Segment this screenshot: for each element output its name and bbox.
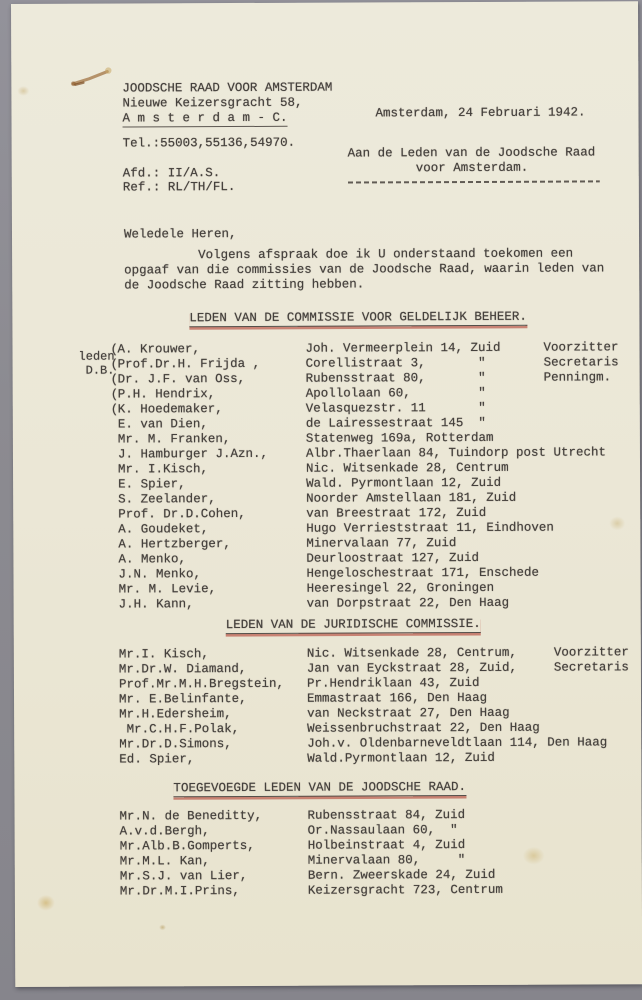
letterhead-org: JOODSCHE RAAD VOOR AMSTERDAM — [122, 80, 333, 96]
member-role — [544, 400, 619, 415]
member-address: Emmastraat 166, Den Haag — [307, 690, 488, 706]
member-role — [545, 580, 620, 595]
member-prefix: ( — [110, 342, 119, 357]
stain — [159, 924, 166, 930]
member-role — [545, 705, 629, 720]
member-address: van Breestraat 172, Zuid — [306, 505, 487, 521]
member-address: Hugo Verrieststraat 11, Eindhoven — [306, 520, 554, 536]
member-address: Noorder Amstellaan 181, Zuid — [306, 490, 517, 506]
member-prefix — [112, 678, 119, 693]
letterhead-afd: Afd.: II/A.S. — [122, 166, 221, 181]
member-address: Velasquezstr. 11 " — [305, 400, 486, 416]
member-address: Rubensstraat 80, " — [305, 370, 486, 386]
member-role: Penningm. — [543, 370, 612, 385]
member-prefix — [111, 568, 118, 583]
member-prefix — [113, 825, 120, 840]
member-role — [544, 520, 619, 535]
member-address: Or.Nassaulaan 60, " — [307, 823, 458, 838]
member-name: Mr.M.L. Kan, — [119, 854, 210, 869]
member-name: A.v.d.Bergh, — [119, 824, 210, 839]
member-table-toegevoegde-leden — [113, 808, 546, 900]
member-role — [545, 720, 629, 735]
letterhead-tel: Tel.:55003,55136,54970. — [122, 135, 296, 151]
recipient-dashed-rule — [348, 180, 600, 183]
member-role: Voorzitter — [553, 645, 629, 660]
member-prefix — [113, 885, 120, 900]
member-address: Holbeinstraat 4, Zuid — [307, 838, 466, 853]
member-address: van Dorpstraat 22, Den Haag — [306, 595, 510, 611]
member-name: Prof.Dr.H. Frijda , — [117, 356, 261, 372]
member-row — [112, 595, 620, 612]
member-prefix: ( — [110, 387, 119, 402]
side-label-leden: leden — [78, 349, 115, 364]
member-prefix: ( — [110, 357, 119, 372]
member-role — [544, 430, 619, 445]
member-address: Corellistraat 3, " — [305, 355, 486, 371]
recipient-line2: voor Amsterdam. — [415, 160, 529, 176]
member-address: van Neckstraat 27, Den Haag — [307, 705, 510, 721]
member-name: K. Hoedemaker, — [117, 402, 223, 417]
member-name: E. van Dien, — [117, 417, 208, 432]
member-row — [112, 750, 629, 767]
section-heading: LEDEN VAN DE JURIDISCHE COMMISSIE. — [225, 616, 481, 633]
paper — [11, 1, 642, 987]
member-prefix — [111, 523, 118, 538]
letterhead-ref: Ref.: RL/TH/FL. — [122, 180, 236, 195]
member-address: Albr.Thaerlaan 84, Tuindorp post Utrecht — [305, 445, 607, 461]
member-prefix — [112, 753, 119, 768]
member-address: de Lairessestraat 145 " — [305, 415, 486, 431]
member-prefix — [113, 810, 120, 825]
member-name: E. Spier, — [118, 477, 186, 492]
member-prefix — [113, 840, 120, 855]
member-role — [544, 490, 619, 505]
member-prefix — [111, 493, 118, 508]
member-name: Prof. Dr.D.Cohen, — [118, 506, 246, 522]
member-role — [544, 505, 619, 520]
member-address: Joh. Vermeerplein 14, Zuid — [305, 340, 501, 356]
member-name: Mr.I. Kisch, — [118, 647, 209, 662]
member-prefix — [111, 553, 118, 568]
member-name: Mr.Dr.W. Diamand, — [118, 661, 247, 677]
member-address: Deurloostraat 127, Zuid — [306, 550, 479, 566]
member-name: Mr. M. Levie, — [118, 582, 217, 597]
member-prefix — [112, 738, 119, 753]
member-role — [545, 595, 620, 610]
letterhead-city: A m s t e r d a m - C. — [122, 110, 288, 126]
member-name: Prof.Mr.M.H.Bregstein, — [118, 676, 285, 692]
member-name: S. Zeelander, — [118, 492, 216, 507]
section-heading: LEDEN VAN DE COMMISSIE VOOR GELDELIJK BEHEER. — [189, 309, 527, 326]
member-prefix — [112, 648, 119, 663]
member-name: P.H. Hendrix, — [117, 387, 216, 402]
member-name: Mr.C.H.F.Polak, — [119, 722, 240, 737]
member-address: Statenweg 169a, Rotterdam — [305, 430, 494, 446]
member-table-juridische-commissie — [112, 645, 630, 767]
member-role — [544, 565, 619, 580]
member-prefix — [112, 723, 119, 738]
member-address: Apollolaan 60, " — [305, 385, 486, 401]
member-name: Mr. E.Belinfante, — [119, 691, 247, 707]
member-address: Jan van Eyckstraat 28, Zuid, — [306, 660, 517, 676]
letterhead-street: Nieuwe Keizersgracht 58, — [122, 95, 303, 111]
member-role — [544, 535, 619, 550]
member-prefix — [111, 508, 118, 523]
member-name: J. Hamburger J.Azn., — [117, 446, 269, 462]
member-name: Mr.N. de Beneditty, — [119, 808, 263, 824]
member-name: J.H. Kann, — [118, 597, 194, 612]
member-prefix — [113, 870, 120, 885]
body-line: de Joodsche Raad zitting hebben. — [124, 277, 365, 293]
member-address: Weissenbruchstraat 22, Den Haag — [307, 720, 540, 736]
member-role: Secretaris — [553, 660, 629, 675]
member-name: Mr.S.J. van Lier, — [119, 868, 248, 884]
member-name: Mr.Alb.B.Gomperts, — [119, 838, 255, 854]
member-role: Voorzitter — [543, 340, 619, 355]
member-address: Minervalaan 80, " — [307, 853, 466, 868]
member-name: Mr.Dr.M.I.Prins, — [119, 884, 240, 899]
member-prefix — [111, 418, 118, 433]
member-prefix — [111, 448, 118, 463]
member-role — [545, 750, 629, 765]
member-role — [544, 415, 619, 430]
member-role — [544, 550, 619, 565]
member-address: Nic. Witsenkade 28, Centrum — [305, 460, 509, 476]
member-row — [113, 883, 546, 900]
member-name: A. Menko, — [118, 552, 186, 567]
member-prefix — [113, 855, 120, 870]
member-prefix — [112, 583, 119, 598]
member-address: Keizersgracht 723, Centrum — [307, 882, 503, 898]
member-name: Mr.H.Edersheim, — [119, 707, 232, 722]
member-role — [544, 445, 619, 460]
member-prefix: ( — [110, 402, 119, 417]
member-address: Rubensstraat 84, Zuid — [307, 808, 466, 823]
member-name: Dr. J.F. van Oss, — [117, 371, 246, 387]
body-line: Volgens afspraak doe ik U onderstaand toekomen een — [198, 246, 574, 263]
stain — [17, 86, 29, 96]
member-role — [544, 475, 619, 490]
member-address: Pr.Hendriklaan 43, Zuid — [306, 675, 480, 691]
member-prefix — [112, 663, 119, 678]
member-role: Secretaris — [543, 355, 619, 370]
member-prefix — [112, 708, 119, 723]
member-prefix — [112, 598, 119, 613]
member-name: A. Krouwer, — [117, 342, 201, 357]
member-table-geldelijk-beheer — [110, 340, 619, 612]
member-role — [544, 385, 619, 400]
recipient-line1: Aan de Leden van de Joodsche Raad — [347, 145, 596, 161]
side-label-db: D.B. — [85, 363, 115, 378]
member-name: Ed. Spier, — [119, 752, 195, 767]
member-prefix — [111, 538, 118, 553]
member-prefix — [112, 693, 119, 708]
member-role — [545, 735, 629, 750]
member-address: Minervalaan 77, Zuid — [306, 536, 457, 551]
member-name: J.N. Menko, — [118, 567, 202, 582]
member-name: Mr.Dr.D.Simons, — [119, 737, 232, 752]
section-heading: TOEGEVOEGDE LEDEN VAN DE JOODSCHE RAAD. — [173, 780, 467, 796]
salutation: Weledele Heren, — [123, 227, 237, 242]
member-name: Mr. I.Kisch, — [118, 462, 209, 477]
paperclip-rust-mark — [67, 62, 119, 92]
member-prefix — [111, 478, 118, 493]
member-address: Heeresingel 22, Groningen — [306, 580, 495, 596]
member-address: Wald.Pyrmontlaan 12, Zuid — [307, 750, 495, 766]
member-role — [545, 690, 629, 705]
member-prefix — [111, 433, 118, 448]
member-address: Joh.v. Oldenbarneveldtlaan 114, Den Haag — [307, 735, 608, 751]
member-prefix: ( — [110, 372, 119, 387]
member-prefix — [111, 463, 118, 478]
member-address: Hengeloschestraat 171, Enschede — [306, 565, 540, 581]
member-name: A. Hertzberger, — [118, 537, 231, 552]
member-role — [544, 460, 619, 475]
member-address: Nic. Witsenkade 28, Centrum, — [306, 645, 517, 661]
member-address: Bern. Zweerskade 24, Zuid — [307, 867, 496, 883]
member-name: Mr. M. Franken, — [117, 432, 231, 447]
member-role — [545, 675, 629, 690]
dateline: Amsterdam, 24 Februari 1942. — [375, 105, 586, 121]
body-line: opgaaf van die commissies van de Joodsche Raad, waarin leden van — [124, 261, 605, 278]
stain — [37, 895, 55, 911]
member-address: Wald. Pyrmontlaan 12, Zuid — [306, 475, 502, 491]
member-name: A. Goudeket, — [118, 522, 209, 537]
